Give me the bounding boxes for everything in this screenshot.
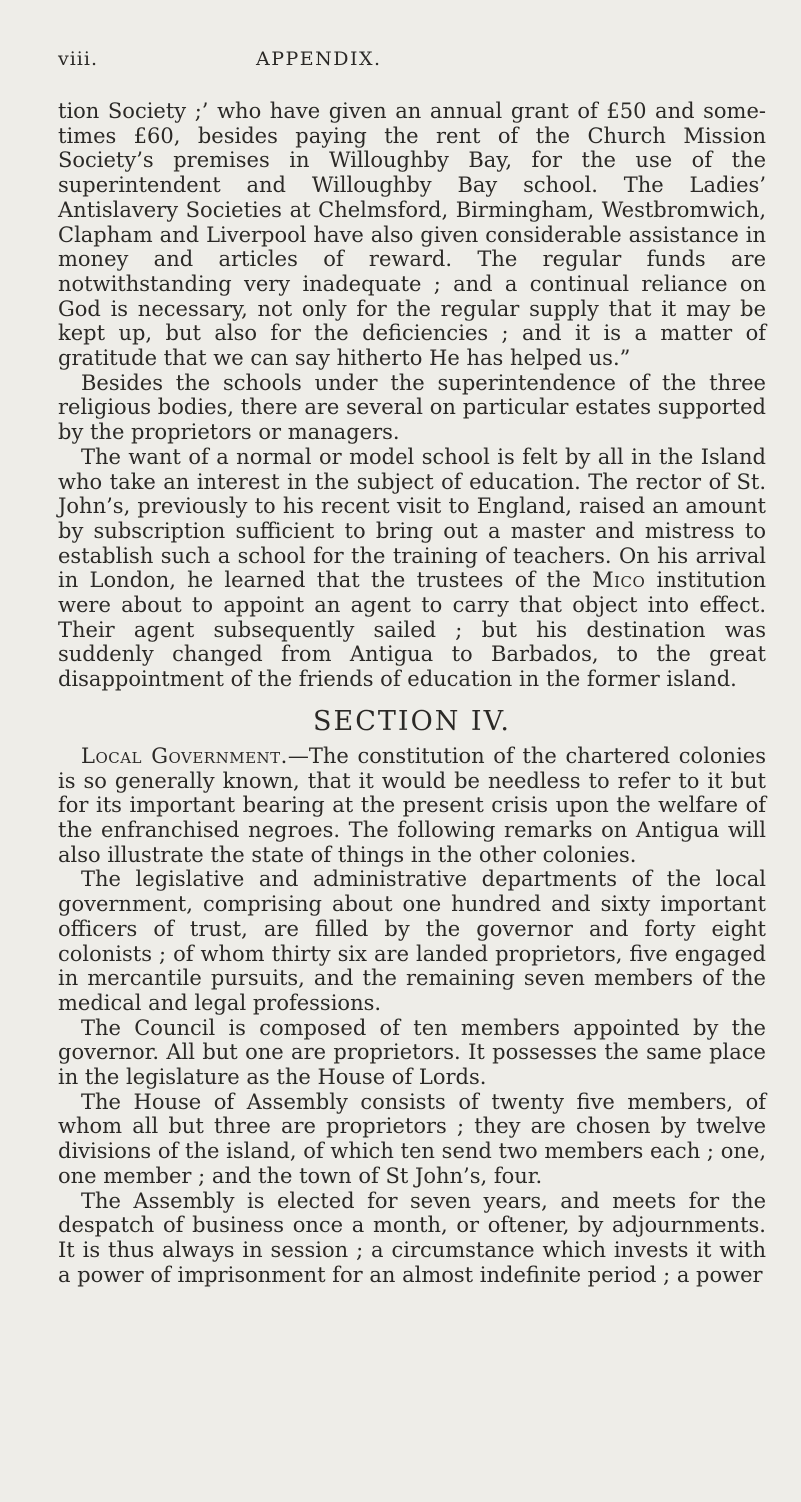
paragraph-assembly-election: The Assembly is elected for seven years, and meets for the despatch of business once a month, or oftener, by adjournments. It is thus always in session ; a circumstance which invests it with a power of imprisonment for an almost indefinite period ; a power [58,1188,766,1287]
mico-institution-name: Mico [592,568,646,593]
paragraph-schools: Besides the schools under the superintendence of the three religious bodies, there are several on particular estates supported by the proprietors or managers. [58,370,766,445]
section-heading: SECTION IV. [313,705,511,737]
paragraph-normal-school-text-a: The want of a normal or model school is felt by all in the Island who take an interest in the subject of education. The rector of St. John’s, previously to his recent visit to England, raised an amount by subscription sufficient to bring out a master and mistress to establish such a school for the training of teachers. On his arrival in London, he learned that the trustees of the [58,444,766,593]
paragraph-legislative-departments: The legislative and administrative departments of the local government, comprising about one hundred and sixty important officers of trust, are filled by the governor and forty eight colonists ; of whom thirty six are landed proprietors, five engaged in mercantile pursuits, and the remaining seven members of the medical and legal professions. [58,867,766,1015]
running-head [58,48,758,80]
local-government-text: —The constitution of the chartered colonies is so generally known, that it would be needless to refer to it but for its important bearing at the present crisis upon the welfare of the enfranchised negroes. The following remarks on Antigua will also illustrate the state of things in the other colonies. [58,743,767,867]
paragraph-house-of-assembly: The House of Assembly consists of twenty five members, of whom all but three are proprietors ; they are chosen by twelve divisions of the island, of which ten send two members each ; one, one member ; and the town of St John’s, four. [58,1089,766,1188]
body-text [58,99,766,1287]
paragraph-normal-school-text-b: institution were about to appoint an agent to carry that object into effect. Their agent subsequently sailed ; but his destination was suddenly changed from Antigua to Barbados, to the great disappointment of the friends of education in the former island. [58,568,766,692]
paragraph-council: The Council is composed of ten members appointed by the governor. All but one are proprietors. It possesses the same place in the legislature as the House of Lords. [58,1015,766,1090]
paragraph-normal-school [58,445,766,692]
paragraph-continuation: tion Society ;’ who have given an annual grant of £50 and some-times £60, besides paying the rent of the Church Mission Society’s premises in Willoughby Bay, for the use of the superintendent and Willoughby Bay school. The Ladies’ Antislavery Societies at Chelmsford, Birmingham, Westbromwich, Clapham and Liverpool have also given considerable assistance in money and articles of reward. The regular funds are notwithstanding very inadequate ; and a continual reliance on God is necessary, not only for the regular supply that it may be kept up, but also for the deficiencies ; and it is a matter of gratitude that we can say hitherto He has helped us.” [58,99,766,371]
running-title: APPENDIX. [256,48,382,70]
paragraph-local-government [58,744,766,868]
page-number: viii. [58,48,99,70]
local-government-lead: Local Government. [81,743,288,768]
